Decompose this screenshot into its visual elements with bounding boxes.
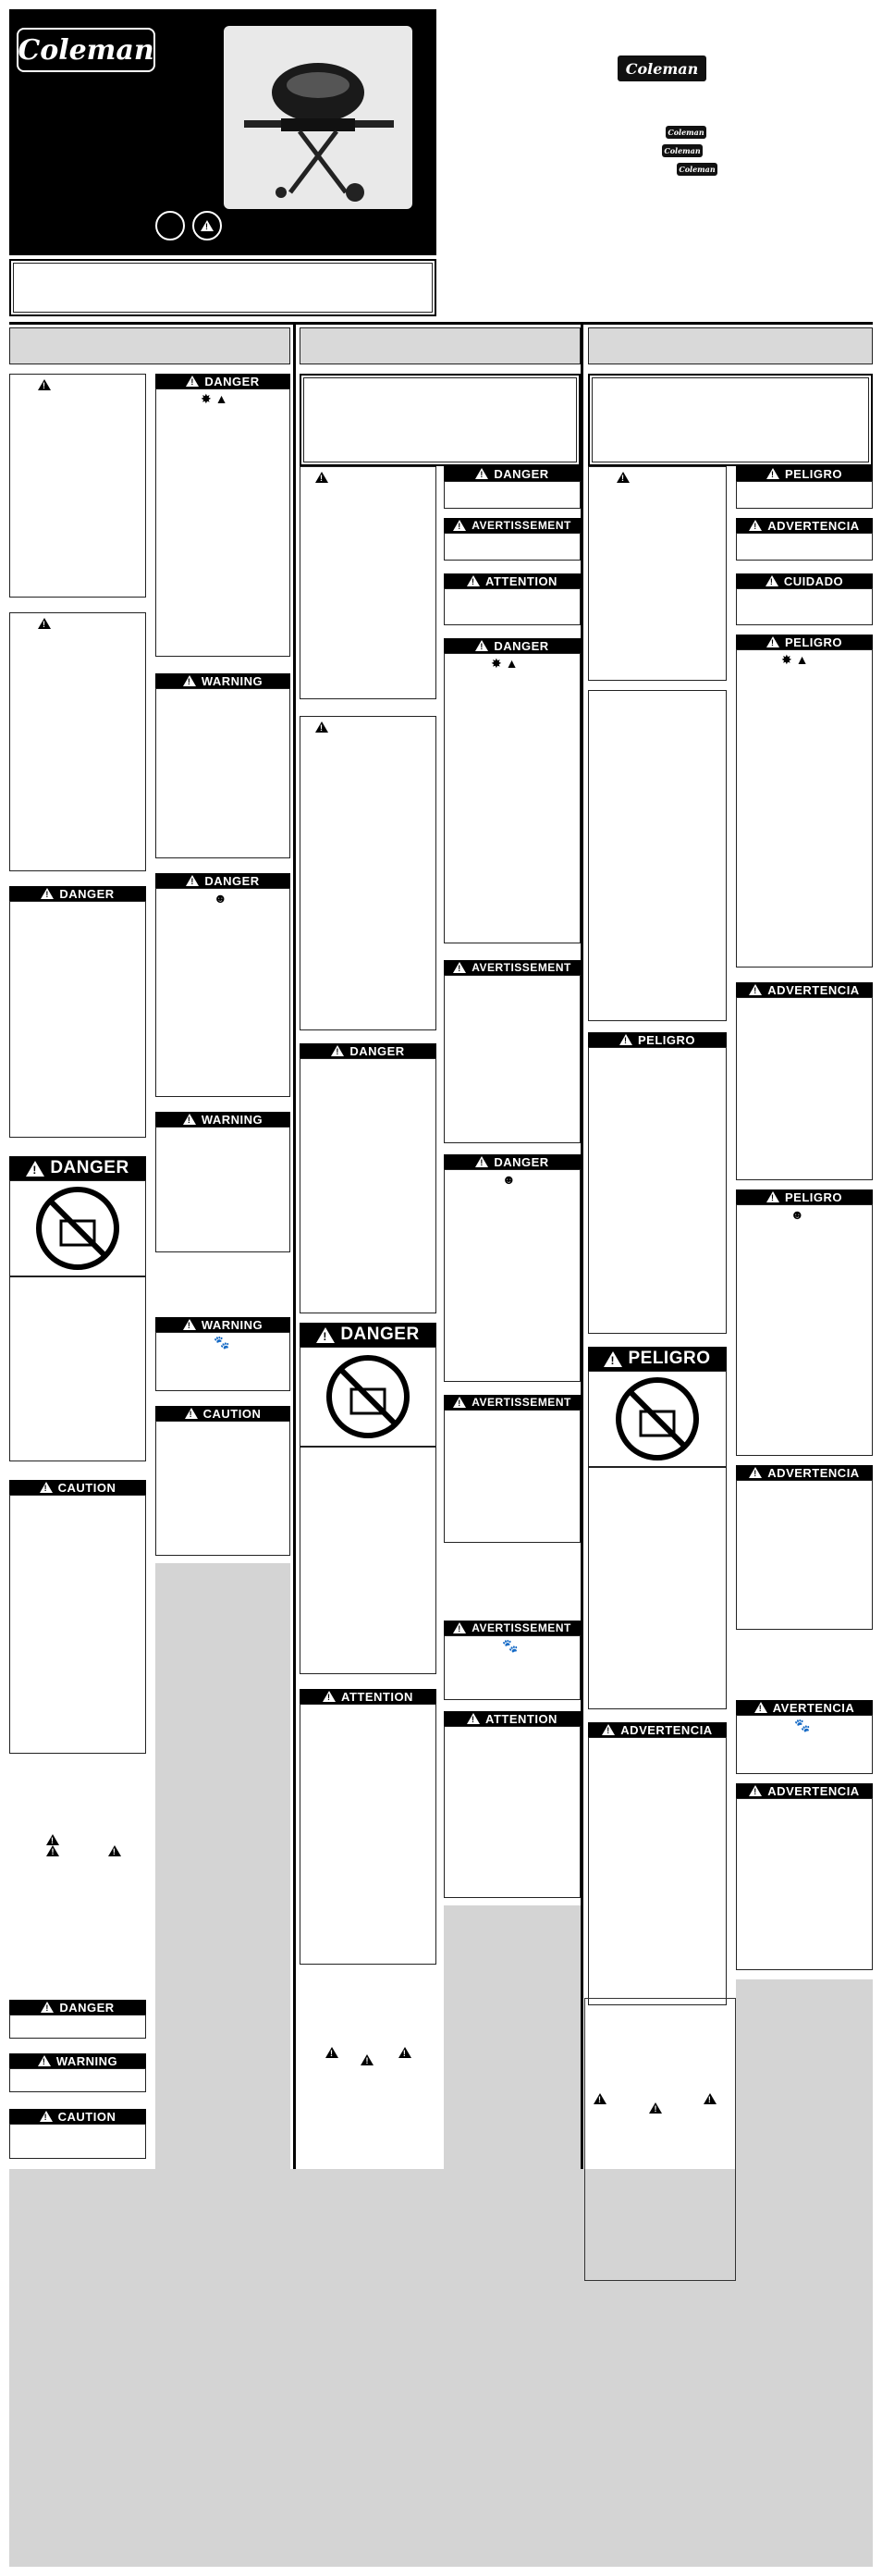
en-warning-dog-box	[155, 1332, 290, 1391]
logo-text-large: Coleman	[625, 59, 699, 78]
fr-danger-box-1	[300, 1058, 436, 1313]
en-caution-legend-header: ! CAUTION	[9, 2109, 146, 2124]
fr-intro-box-inner	[303, 377, 577, 462]
column-divider-2	[581, 324, 583, 2285]
fr-danger-header-1: ! DANGER	[300, 1043, 436, 1058]
animal-hazard-icon: 🐾	[794, 1718, 811, 1732]
alert-triangle-icon	[46, 1834, 59, 1845]
es-text-box-2	[588, 690, 727, 1021]
es-text-box-1	[588, 466, 727, 681]
es-advertencia-header-1: ! ADVERTENCIA	[588, 1722, 727, 1737]
fr-attention-box-1	[300, 1704, 436, 1965]
alert-triangle-icon	[315, 721, 328, 733]
coleman-logo-small-3: Coleman	[677, 163, 717, 176]
en-danger-legend-header: ! DANGER	[9, 2000, 146, 2015]
en-danger-header-person: ! DANGER	[155, 873, 290, 888]
fr-symbol-legend	[324, 2046, 398, 2074]
coleman-logo-small-2: Coleman	[662, 144, 703, 157]
fr-attention-box-2	[444, 1726, 581, 1898]
es-advertencia-header-2: ! ADVERTENCIA	[736, 982, 873, 997]
grill-photo	[224, 26, 412, 209]
fr-avertissement-box-3	[444, 1410, 581, 1543]
es-cuidado-header: ! CUIDADO	[736, 573, 873, 588]
asphyxiation-icon: ☻	[214, 891, 227, 906]
top-divider	[9, 322, 873, 325]
en-intro-box-1	[9, 374, 146, 598]
logo-text: Coleman	[18, 33, 154, 67]
fr-avertissement-dog-box	[444, 1635, 581, 1700]
en-danger-header-1: ! DANGER	[9, 886, 146, 901]
es-intro-box-inner	[592, 377, 869, 462]
en-danger-header-big: ! DANGER	[9, 1156, 146, 1180]
en-warning-header-2: ! WARNING	[155, 1112, 290, 1127]
fr-attention-header-1: ! ATTENTION	[300, 1689, 436, 1704]
en-warning-legend-header: ! WARNING	[9, 2053, 146, 2068]
animal-hazard-icon: 🐾	[214, 1335, 230, 1350]
alert-triangle-icon	[325, 2047, 338, 2058]
es-peligro-box-small	[736, 481, 873, 509]
alert-triangle-icon	[398, 2047, 411, 2058]
fr-danger-header-big: ! DANGER	[300, 1323, 436, 1347]
es-peligro-box-2	[588, 1467, 727, 1709]
fire-explosion-icon: ✸ ▲	[781, 652, 809, 667]
es-peligro-box-1	[588, 1047, 727, 1334]
section-head-french	[300, 327, 581, 364]
fr-danger-header-fire: ! DANGER	[444, 638, 581, 653]
es-cuidado-box	[736, 588, 873, 625]
fr-attention-header-2: ! ATTENTION	[444, 1711, 581, 1726]
fire-explosion-icon: ✸ ▲	[201, 391, 228, 406]
fire-explosion-icon: ✸ ▲	[491, 656, 519, 671]
animal-hazard-icon: 🐾	[502, 1638, 519, 1653]
fr-danger-header-person: ! DANGER	[444, 1154, 581, 1169]
fr-text-box-1	[300, 466, 436, 699]
alert-triangle-icon	[41, 888, 54, 899]
es-advertencia-box-2	[736, 997, 873, 1180]
fr-avertissement-header-2: ! AVERTISSEMENT	[444, 960, 581, 975]
en-warning-box-1	[155, 688, 290, 858]
es-advertencia-header-3: ! ADVERTENCIA	[736, 1465, 873, 1480]
es-advertencia-box-1	[588, 1737, 727, 2005]
fr-danger-box-small	[444, 481, 581, 509]
en-caution-header-1: ! CAUTION	[9, 1480, 146, 1495]
es-avertencia-dog-box	[736, 1715, 873, 1774]
no-indoor-use-icon	[613, 1374, 702, 1463]
french-col2-grey	[444, 1905, 581, 2285]
fr-avertissement-box-2	[444, 975, 581, 1143]
section-head-english	[9, 327, 290, 364]
en-caution-header-2: ! CAUTION	[155, 1406, 290, 1421]
asphyxiation-icon: ☻	[790, 1207, 804, 1222]
spanish-col2-grey	[736, 1979, 873, 2349]
fr-attention-box-small	[444, 588, 581, 625]
es-peligro-header-fire: ! PELIGRO	[736, 635, 873, 649]
es-advertencia-box-4	[736, 1798, 873, 1970]
french-col-grey	[292, 2225, 435, 2289]
en-warning-header-dog: ! WARNING	[155, 1317, 290, 1332]
alert-triangle-icon	[46, 1845, 59, 1856]
spanish-bottom-grey	[582, 2280, 740, 2354]
en-symbol-legend	[28, 1833, 102, 1861]
en-caution-legend-box	[9, 2124, 146, 2159]
fr-danger-header-2: ! DANGER	[444, 466, 581, 481]
alert-triangle-icon	[38, 379, 51, 390]
coleman-logo-small-1: Coleman	[666, 126, 706, 139]
section-head-spanish	[588, 327, 873, 364]
en-caution-box-2	[155, 1421, 290, 1556]
fr-danger-person-box	[444, 1169, 581, 1382]
english-col2-grey	[155, 1563, 290, 2174]
en-danger-header-fire: ! DANGER	[155, 374, 290, 388]
certification-seal-icon	[155, 211, 185, 240]
es-peligro-fire-box	[736, 649, 873, 968]
fr-avertissement-header-3: ! AVERTISSEMENT	[444, 1395, 581, 1410]
en-danger-fire-box	[155, 388, 290, 657]
alert-triangle-icon	[315, 472, 328, 483]
alert-triangle-icon	[108, 1845, 121, 1856]
es-peligro-header-big: ! PELIGRO	[588, 1347, 727, 1371]
title-box-inner	[13, 263, 433, 313]
grill-illustration-icon	[226, 28, 410, 207]
column-divider-1	[293, 324, 296, 2229]
fr-avertissement-header-dog: ! AVERTISSEMENT	[444, 1621, 581, 1635]
alert-triangle-icon	[361, 2054, 374, 2065]
coleman-logo-large	[618, 55, 706, 81]
en-warning-legend-box	[9, 2068, 146, 2092]
fr-text-box-2	[300, 716, 436, 1030]
fr-no-indoor-box	[300, 1347, 436, 1447]
es-peligro-header-person: ! PELIGRO	[736, 1189, 873, 1204]
es-advertencia-header-small: ! ADVERTENCIA	[736, 518, 873, 533]
coleman-logo	[17, 28, 155, 72]
es-advertencia-box-small	[736, 533, 873, 561]
es-column-outline	[584, 1998, 736, 2281]
es-peligro-person-box	[736, 1204, 873, 1456]
fr-attention-header-small: ! ATTENTION	[444, 573, 581, 588]
fr-avertissement-header-1: ! AVERTISSEMENT	[444, 518, 581, 533]
en-warning-header-1: ! WARNING	[155, 673, 290, 688]
alert-triangle-icon	[26, 1161, 44, 1177]
en-warning-box-2	[155, 1127, 290, 1252]
es-no-indoor-box	[588, 1371, 727, 1467]
asphyxiation-icon: ☻	[502, 1172, 516, 1187]
es-advertencia-header-4: ! ADVERTENCIA	[736, 1783, 873, 1798]
es-peligro-header-1: ! PELIGRO	[588, 1032, 727, 1047]
alert-triangle-icon	[38, 618, 51, 629]
en-danger-person-box	[155, 888, 290, 1097]
en-danger-box-1	[9, 901, 146, 1138]
no-indoor-use-icon	[33, 1184, 122, 1273]
es-peligro-header-small: ! PELIGRO	[736, 466, 873, 481]
es-advertencia-box-3	[736, 1480, 873, 1630]
en-no-indoor-box	[9, 1180, 146, 1276]
fr-avertissement-box-small	[444, 533, 581, 561]
en-danger-box-2	[9, 1276, 146, 1461]
alert-triangle-icon	[617, 472, 630, 483]
fr-danger-fire-box	[444, 653, 581, 943]
campsite-icon	[192, 211, 222, 240]
en-intro-box-2	[9, 612, 146, 871]
en-caution-box-1	[9, 1495, 146, 1754]
no-indoor-use-icon	[324, 1352, 412, 1441]
fr-danger-box-2	[300, 1447, 436, 1674]
en-danger-legend-box	[9, 2015, 146, 2039]
es-avertencia-header-dog: ! AVERTENCIA	[736, 1700, 873, 1715]
